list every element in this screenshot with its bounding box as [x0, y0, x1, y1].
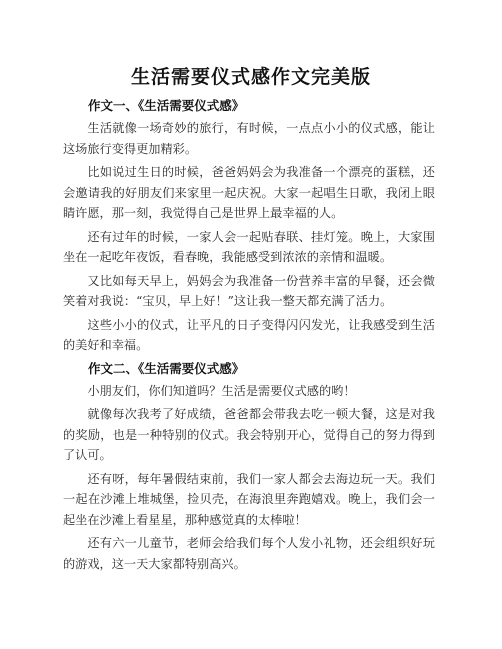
essay-1-paragraph: 这些小小的仪式，让平凡的日子变得闪闪发光，让我感受到生活的美好和幸福。 — [63, 317, 435, 352]
essay-2-paragraph: 还有六一儿童节，老师会给我们每个人发小礼物，还会组织好玩的游戏，这一天大家都特别高兴。 — [63, 536, 435, 571]
essay-2-paragraph: 就像每次我考了好成绩，爸爸都会带我去吃一顿大餐，这是对我的奖励，也是一种特别的仪式。我会特别开心，觉得自己的努力得到了认可。 — [63, 407, 435, 462]
page-title: 生活需要仪式感作文完美版 — [130, 66, 371, 88]
essay-2-paragraph: 小朋友们，你们知道吗？生活是需要仪式感的哟！ — [87, 383, 356, 398]
essay-2-heading: 作文二、《生活需要仪式感》 — [88, 360, 245, 376]
essay-1-heading: 作文一、《生活需要仪式感》 — [88, 98, 245, 113]
essay-1-paragraph: 还有过年的时候，一家人会一起贴春联、挂灯笼。晚上，大家围坐在一起吃年夜饭，看春晚，我能感受到浓浓的亲情和温暖。 — [63, 229, 435, 264]
essay-2-paragraph: 还有呀，每年暑假结束前，我们一家人都会去海边玩一天。我们一起在沙滩上堆城堡，捡贝壳，在海浪里奔跑嬉戏。晚上，我们会一起坐在沙滩上看星星，那种感觉真的太棒啦！ — [63, 471, 435, 527]
essay-1-paragraph: 生活就像一场奇妙的旅行，有时候，一点点小小的仪式感，能让这场旅行变得更加精彩。 — [63, 121, 435, 156]
essay-1-paragraph: 比如说过生日的时候，爸爸妈妈会为我准备一个漂亮的蛋糕，还会邀请我的好朋友们来家里一起庆祝。大家一起唱生日歌，我闭上眼睛许愿，那一刻，我觉得自己是世界上最幸福的人。 — [63, 165, 435, 220]
document-body — [63, 96, 435, 577]
essay-1-paragraph: 又比如每天早上，妈妈会为我准备一份营养丰富的早餐，还会微笑着对我说：“宝贝，早上好！”这让我一整天都充满了活力。 — [63, 273, 435, 308]
